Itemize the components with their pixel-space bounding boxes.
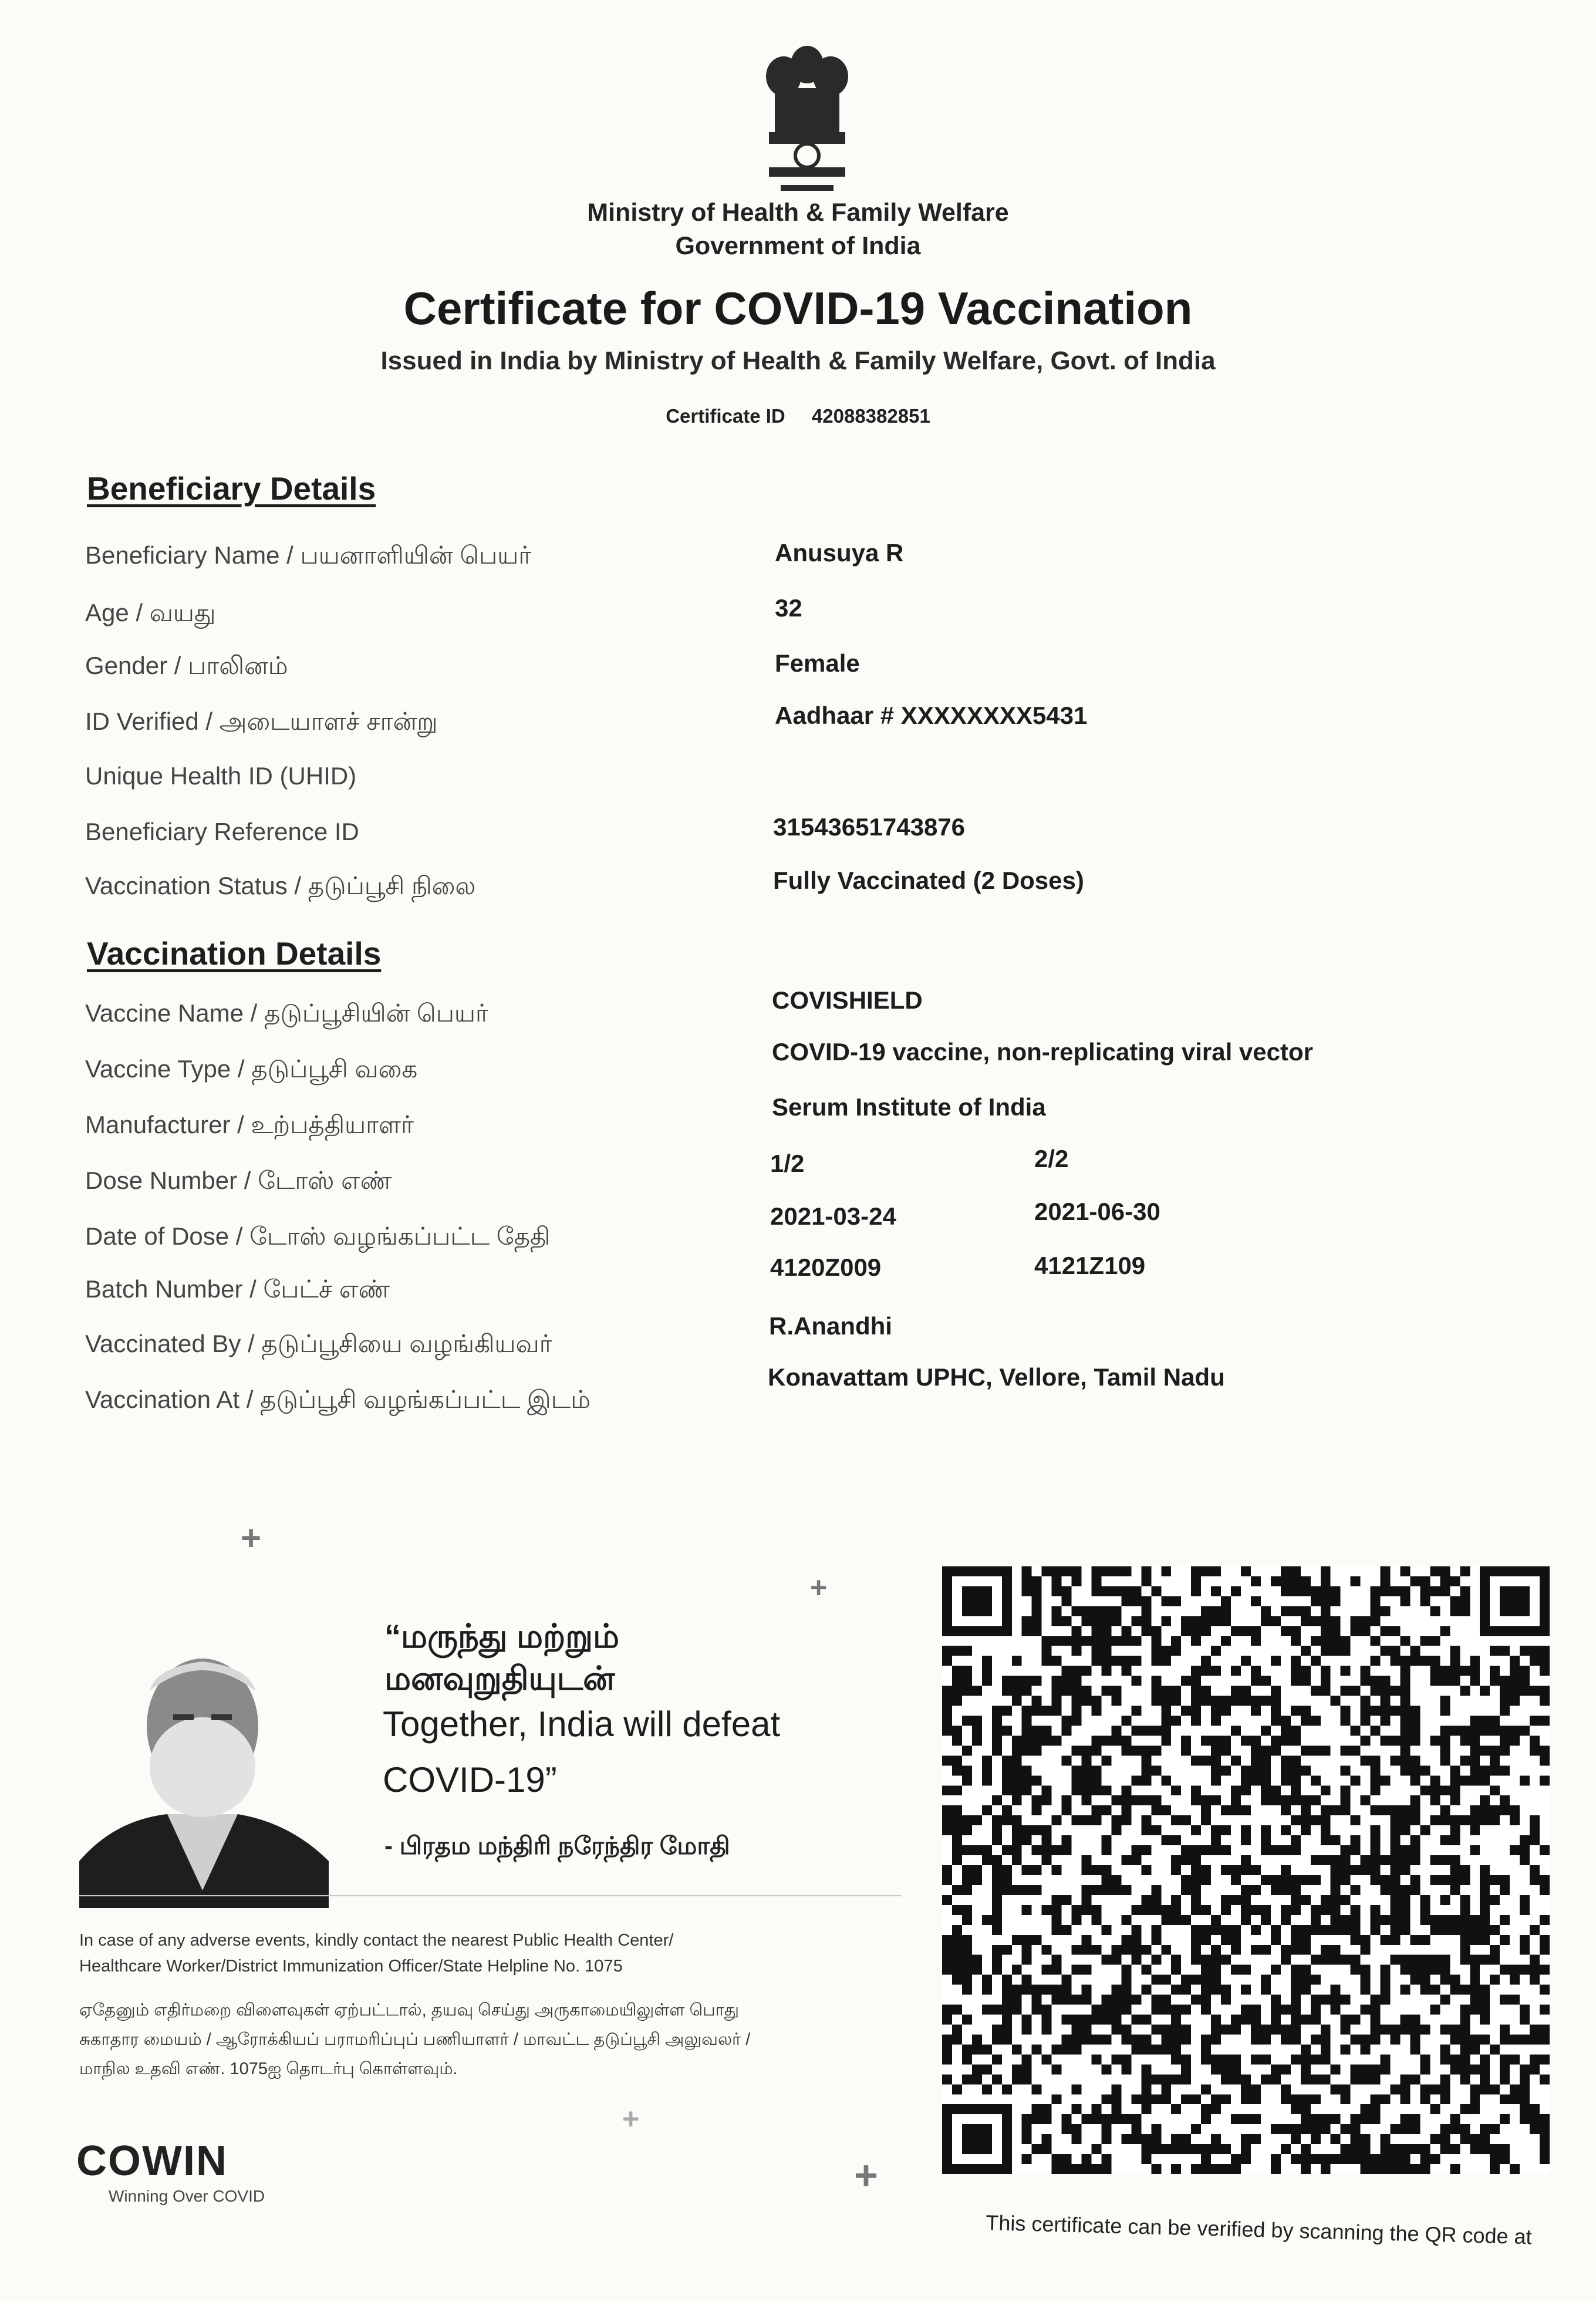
vaccine-type-label: Vaccine Type / தடுப்பூசி வகை: [85, 1055, 418, 1083]
manufacturer-label: Manufacturer / உற்பத்தியாளர்: [85, 1111, 414, 1138]
cowin-tagline: Winning Over COVID: [109, 2187, 265, 2205]
vaccine-name-label: Vaccine Name / தடுப்பூசியின் பெயர்: [85, 999, 488, 1027]
gender-value: Female: [775, 649, 860, 677]
beneficiary-name-label: Beneficiary Name / பயனாளியின் பெயர்: [85, 541, 532, 569]
reference-id-value: 31543651743876: [773, 813, 966, 841]
certificate-title: Certificate for COVID-19 Vaccination: [403, 282, 1193, 334]
quote-tamil-line2: மனவுறுதியுடன்: [384, 1660, 615, 1697]
ministry-name: Ministry of Health & Family Welfare: [587, 198, 1009, 227]
beneficiary-name-value: Anusuya R: [775, 539, 904, 567]
plus-mark-icon: +: [622, 2102, 640, 2135]
id-verified-value: Aadhaar # XXXXXXXX5431: [775, 702, 1088, 729]
dose-number-value-2: 2/2: [1034, 1145, 1069, 1172]
quote-tamil-line1: “மருந்து மற்றும்: [384, 1617, 620, 1654]
certificate-id-value: 42088382851: [811, 405, 930, 427]
vaccination-status-label: Vaccination Status / தடுப்பூசி நிலை: [85, 872, 476, 899]
vaccination-heading: Vaccination Details: [87, 935, 382, 972]
reference-id-label: Beneficiary Reference ID: [85, 818, 359, 845]
vaccine-name-value: COVISHIELD: [772, 986, 923, 1014]
government-name: Government of India: [675, 232, 921, 260]
plus-mark-icon: +: [810, 1571, 828, 1604]
batch-number-value-1: 4120Z009: [770, 1253, 882, 1281]
batch-number-value-2: 4121Z109: [1034, 1252, 1146, 1279]
certificate-id-label: Certificate ID: [666, 405, 785, 427]
dose-number-label: Dose Number / டோஸ் எண்: [85, 1167, 392, 1194]
gender-label: Gender / பாலினம்: [85, 652, 288, 679]
quote-attribution: - பிரதம மந்திரி நரேந்திர மோதி: [384, 1832, 730, 1859]
prime-minister-portrait: [79, 1644, 329, 1908]
uhid-label: Unique Health ID (UHID): [85, 762, 357, 790]
vaccinated-by-value: R.Anandhi: [769, 1312, 892, 1340]
plus-mark-icon: +: [241, 1518, 262, 1558]
cowin-logo: COWIN: [76, 2138, 228, 2185]
vaccine-type-value: COVID-19 vaccine, non-replicating viral vector: [772, 1038, 1313, 1066]
footer-divider: [79, 1895, 901, 1896]
vaccination-at-label: Vaccination At / தடுப்பூசி வழங்கப்பட்ட இடம்: [85, 1386, 591, 1413]
adverse-events-notice-line1: In case of any adverse events, kindly contact the nearest Public Health Center/: [79, 1931, 674, 1950]
national-emblem-icon: [757, 41, 857, 200]
date-of-dose-label: Date of Dose / டோஸ் வழங்கப்பட்ட தேதி: [85, 1222, 551, 1250]
verify-instructions: This certificate can be verified by scanning the QR code at: [985, 2210, 1533, 2249]
batch-number-label: Batch Number / பேட்ச் எண்: [85, 1275, 390, 1303]
beneficiary-heading: Beneficiary Details: [87, 470, 376, 507]
quote-english-line1: Together, India will defeat: [383, 1704, 781, 1744]
id-verified-label: ID Verified / அடையாளச் சான்று: [85, 707, 438, 735]
issued-by: Issued in India by Ministry of Health & Family Welfare, Govt. of India: [380, 346, 1216, 375]
vaccination-status-value: Fully Vaccinated (2 Doses): [773, 867, 1084, 894]
qr-code-icon[interactable]: [942, 1566, 1550, 2174]
adverse-events-tamil-line2: சுகாதார மையம் / ஆரோக்கியப் பராமரிப்புப் பணியாளர் / மாவட்ட தடுப்பூசி அலுவலர் /: [79, 2030, 751, 2049]
adverse-events-notice-line2: Healthcare Worker/District Immunization Officer/State Helpline No. 1075: [79, 1957, 623, 1976]
vaccination-at-value: Konavattam UPHC, Vellore, Tamil Nadu: [768, 1363, 1225, 1391]
date-of-dose-value-1: 2021-03-24: [770, 1202, 896, 1230]
age-value: 32: [775, 594, 802, 622]
quote-english-line2: COVID-19”: [383, 1760, 557, 1799]
vaccinated-by-label: Vaccinated By / தடுப்பூசியை வழங்கியவர்: [85, 1330, 552, 1357]
plus-mark-icon: +: [854, 2152, 878, 2198]
age-label: Age / வயது: [85, 599, 216, 626]
adverse-events-tamil-line1: ஏதேனும் எதிர்மறை விளைவுகள் ஏற்பட்டால், தயவு செய்து அருகாமையிலுள்ள பொது: [79, 2001, 740, 2020]
adverse-events-tamil-line3: மாநில உதவி எண். 1075ஐ தொடர்பு கொள்ளவும்.: [79, 2060, 458, 2078]
date-of-dose-value-2: 2021-06-30: [1034, 1198, 1160, 1225]
dose-number-value-1: 1/2: [770, 1150, 805, 1177]
certificate-id: [0, 405, 1596, 427]
manufacturer-value: Serum Institute of India: [772, 1093, 1046, 1121]
